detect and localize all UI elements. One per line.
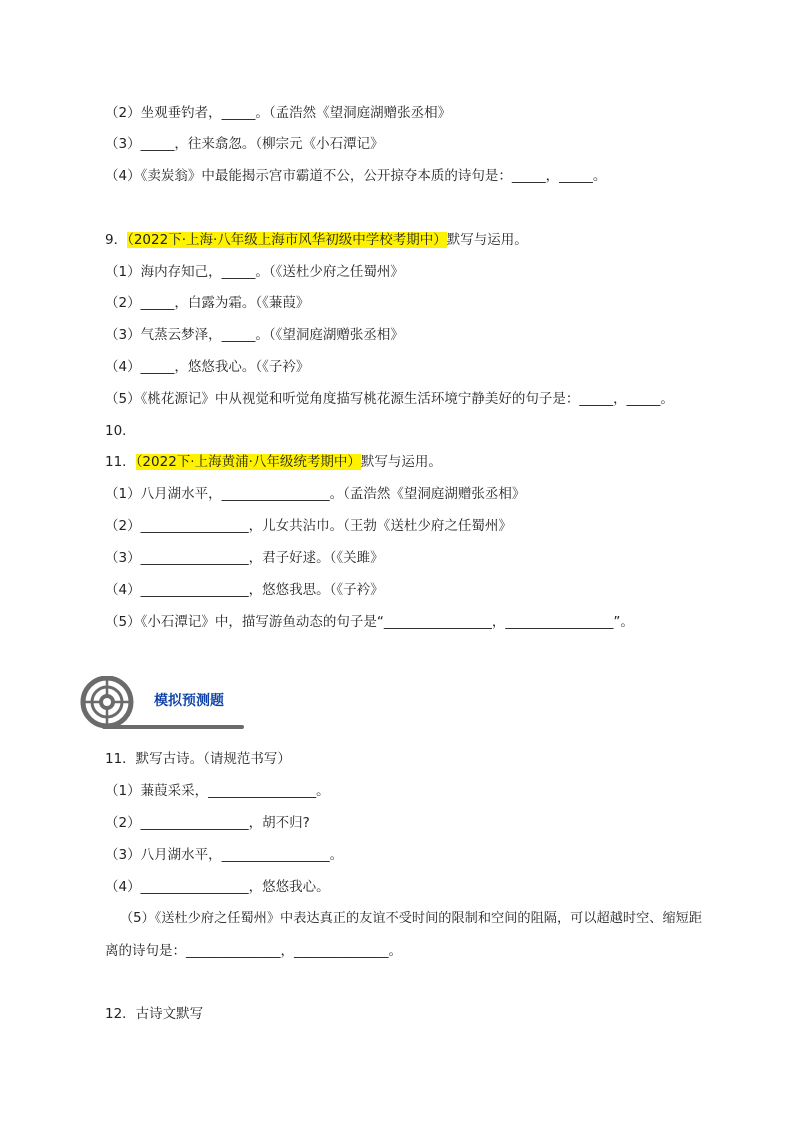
question-line: （4）《卖炭翁》中最能揭示宫市霸道不公，公开掠夺本质的诗句是：_____，_____。 xyxy=(105,168,607,184)
question-line: （5）《送杜少府之任蜀州》中表达真正的友谊不受时间的限制和空间的阻隔，可以超越时空、缩短距 xyxy=(120,911,703,926)
question-line: （4）_____，悠悠我心。（《子衿》 xyxy=(105,359,310,375)
question-9-header xyxy=(105,230,528,250)
question-line: （2）________________，胡不归? xyxy=(105,815,310,831)
question-line-continued: 离的诗句是：______________，______________。 xyxy=(105,943,402,959)
question-line: （5）《桃花源记》中从视觉和听觉角度描写桃花源生活环境宁静美好的句子是：_____，_____。 xyxy=(105,391,674,407)
question-line: （3）_____，往来翕忽。（柳宗元《小石潭记》 xyxy=(105,136,384,152)
question-line: （1）八月湖水平，________________。（孟浩然《望洞庭湖赠张丞相》 xyxy=(105,486,526,502)
question-11-header xyxy=(105,452,442,472)
question-instruction: 默写与运用。 xyxy=(446,232,528,248)
question-11-predict: 11．默写古诗。（请规范书写） xyxy=(105,751,291,767)
question-line: （4）________________，悠悠我思。（《子衿》 xyxy=(105,582,384,598)
question-number: 9． xyxy=(105,232,128,248)
question-line: （2）________________，儿女共沾巾。（王勃《送杜少府之任蜀州》 xyxy=(105,518,512,534)
question-10-number: 10． xyxy=(105,423,136,439)
question-instruction: 默写与运用。 xyxy=(360,454,442,470)
section-title: 模拟预测题 xyxy=(154,693,224,709)
source-highlight: （2022下·上海·八年级上海市风华初级中学校考期中） xyxy=(127,232,447,248)
question-number: 11． xyxy=(105,454,136,470)
question-line: （1）海内存知己，_____。（《送杜少府之任蜀州》 xyxy=(105,264,404,280)
question-line: （3）气蒸云梦泽，_____。（《望洞庭湖赠张丞相》 xyxy=(105,327,404,343)
question-line: （3）________________，君子好逑。（《关雎》 xyxy=(105,550,384,566)
question-line: （2）_____，白露为霜。（《蒹葭》 xyxy=(105,295,310,311)
question-line: （2）坐观垂钓者，_____。（孟浩然《望洞庭湖赠张丞相》 xyxy=(105,105,452,121)
question-line: （5）《小石潭记》中，描写游鱼动态的句子是“________________，________________”。 xyxy=(105,614,634,630)
question-line: （1）蒹葭采采，________________。 xyxy=(105,783,330,799)
source-highlight: （2022下·上海黄浦·八年级统考期中） xyxy=(135,454,361,470)
question-12-header: 12．古诗文默写 xyxy=(105,1006,204,1022)
question-line: （4）________________，悠悠我心。 xyxy=(105,879,330,895)
question-line: （3）八月湖水平，________________。 xyxy=(105,847,344,863)
